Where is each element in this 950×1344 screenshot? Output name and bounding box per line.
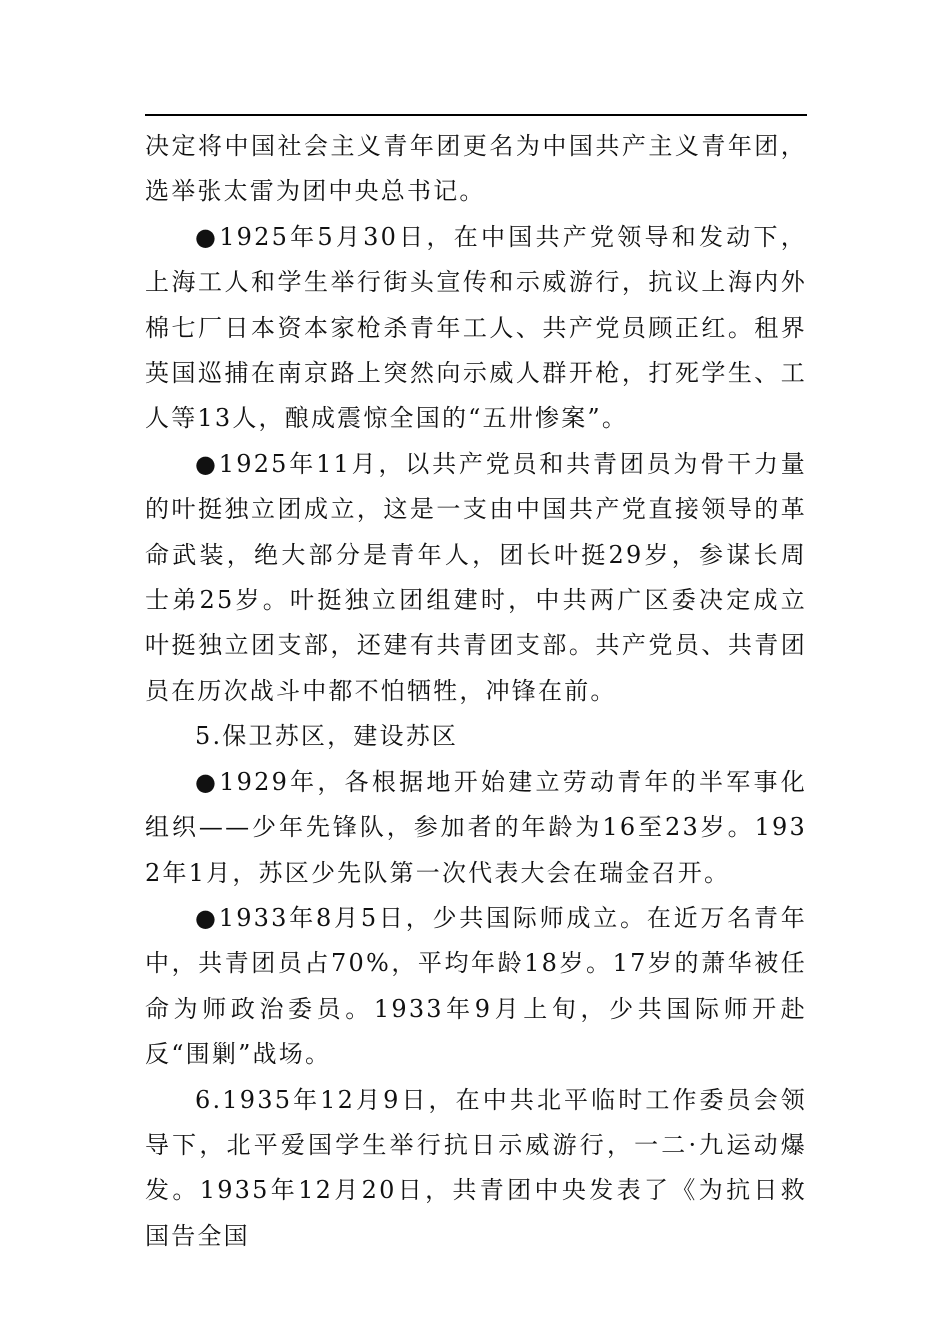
header-rule xyxy=(145,114,807,116)
paragraph-december-9: 6.1935年12月9日，在中共北平临时工作委员会领导下，北平爱国学生举行抗日示威游行，一二·九运动爆发。1935年12月20日，共青团中央发表了《为抗日救国告全国 xyxy=(145,1085,807,1250)
paragraph-yeting-regiment: ●1925年11月，以共产党员和共青团员为骨干力量的叶挺独立团成立，这是一支由中国共产党直接领导的革命武装，绝大部分是青年人，团长叶挺29岁，参谋长周士弟25岁。叶挺独立团组建时，中共两广区委决定成立叶挺独立团支部，还建有共青团支部。共产党员、共青团员在历次战斗中都不怕牺牲，冲锋在前。 xyxy=(145,449,807,705)
paragraph-international-division: ●1933年8月5日，少共国际师成立。在近万名青年中，共青团员占70%，平均年龄18岁。17岁的萧华被任命为师政治委员。1933年9月上旬，少共国际师开赴反“围剿”战场。 xyxy=(145,903,807,1069)
paragraph-young-pioneers: ●1929年，各根据地开始建立劳动青年的半军事化组织——少年先锋队，参加者的年龄为16至23岁。1932年1月，苏区少先队第一次代表大会在瑞金召开。 xyxy=(145,767,807,887)
document-body xyxy=(145,124,807,1259)
paragraph-1: 决定将中国社会主义青年团更名为中国共产主义青年团，选举张太雷为团中央总书记。 xyxy=(145,132,807,206)
section-heading-5: 5.保卫苏区，建设苏区 xyxy=(195,722,459,751)
paragraph-may30: ●1925年5月30日，在中国共产党领导和发动下，上海工人和学生举行街头宣传和示威游行，抗议上海内外棉七厂日本资本家枪杀青年工人、共产党员顾正红。租界英国巡捕在南京路上突然向示威人群开枪，打死学生、工人等13人，酿成震惊全国的“五卅惨案”。 xyxy=(145,222,807,433)
